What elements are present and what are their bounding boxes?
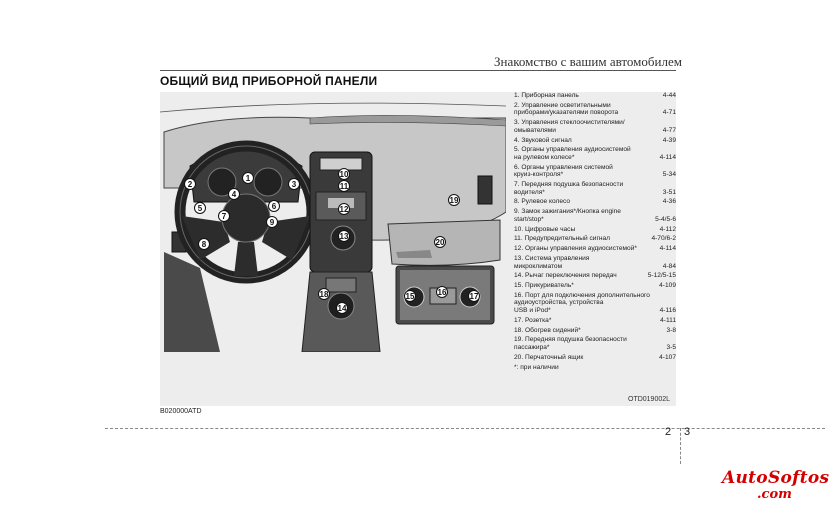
legend-item-page: 4-109 (659, 282, 676, 290)
callout-6 (269, 201, 280, 212)
callout-12 (339, 204, 350, 215)
dashboard-illustration (160, 92, 506, 352)
legend-item-text (514, 92, 663, 100)
legend-item-label: Прикуриватель* (525, 282, 574, 290)
callout-16 (437, 287, 448, 298)
legend-item (514, 208, 676, 223)
svg-text:7: 7 (221, 212, 227, 221)
legend-item-number: 3. (514, 119, 520, 127)
legend-item-number: 10. (514, 225, 524, 233)
legend-item (514, 235, 676, 243)
legend-item-page: 4-39 (662, 136, 676, 144)
legend-item-text (514, 119, 663, 134)
legend-item-label: Рулевое колесо (521, 198, 571, 206)
svg-text:8: 8 (201, 240, 207, 249)
legend-item (514, 282, 676, 290)
legend-item-text (514, 317, 660, 325)
legend-item (514, 226, 676, 234)
legend-item-number: 6. (514, 163, 520, 171)
legend-item (514, 92, 676, 100)
page-number-left: 2 (665, 426, 672, 438)
callout-13 (339, 231, 350, 242)
svg-text:4: 4 (231, 190, 237, 199)
legend-item-text (514, 255, 663, 270)
legend-item-label: Управления стеклоочистителями/ омывателями (514, 119, 625, 134)
legend-item-label: Замок зажигания*/Кнопка engine start/stop* (514, 208, 621, 223)
section-header-title: Знакомство с вашим автомобилем (494, 54, 682, 69)
legend-item-page: 4-114 (659, 245, 676, 253)
legend-item-label: Органы управления аудиосистемой на рулевом колесе* (514, 146, 631, 161)
legend-item-text (514, 181, 663, 196)
legend-item-text (514, 208, 655, 223)
callout-3 (289, 179, 300, 190)
callout-5 (195, 203, 206, 214)
svg-text:2: 2 (187, 180, 193, 189)
svg-text:10: 10 (339, 170, 349, 179)
svg-text:3: 3 (291, 180, 297, 189)
callout-7 (219, 211, 230, 222)
legend-item-page: 4-44 (662, 92, 676, 99)
legend-item-number: 17. (514, 316, 524, 324)
svg-text:6: 6 (271, 202, 277, 211)
legend-item-text (514, 226, 660, 234)
legend-item-number: 5. (514, 146, 520, 154)
legend-item-page: 3-5 (666, 344, 676, 351)
legend-item-number: 4. (514, 136, 520, 144)
legend-item-number: 20. (514, 353, 524, 361)
legend-item-page: 4-111 (660, 316, 676, 324)
legend-item-page: 4-107 (659, 353, 676, 361)
legend-item-text (514, 102, 663, 117)
svg-text:12: 12 (339, 205, 349, 214)
legend-item-page: 5-34 (662, 171, 676, 179)
legend-item (514, 164, 676, 179)
legend-item-label: Порт для подключения дополнительного аудиоустройства, устройства USB и iPod* (514, 291, 650, 315)
svg-text:17: 17 (469, 292, 479, 301)
svg-text:15: 15 (405, 292, 415, 301)
callout-1 (243, 173, 254, 184)
svg-text:1: 1 (245, 174, 251, 183)
legend-item (514, 198, 676, 206)
legend-item-text (514, 354, 659, 362)
legend-item-label: Управление осветительными приборами/указателями поворота (514, 101, 619, 117)
legend-item-text (514, 292, 660, 315)
legend-item-number: 12. (514, 245, 524, 253)
legend-item (514, 255, 676, 270)
legend-item-label: Обогрев сидений* (525, 326, 581, 334)
legend-item-page: 4-36 (662, 198, 676, 206)
callout-9 (267, 217, 278, 228)
legend-item-text (514, 282, 659, 290)
callout-8 (199, 239, 210, 250)
callout-20 (435, 237, 446, 248)
legend-item-text (514, 198, 663, 206)
legend-item-label: Передняя подушка безопасности пассажира* (514, 336, 627, 351)
header-rule (160, 70, 676, 71)
legend-item-page: 4-84 (662, 262, 676, 270)
svg-text:11: 11 (339, 182, 349, 191)
document-code: B020000ATD (160, 408, 202, 415)
legend-item-text (514, 272, 648, 280)
callout-2 (185, 179, 196, 190)
legend-item-number: 13. (514, 254, 524, 262)
watermark-line1: AutoSoftos (722, 468, 830, 488)
legend-item-text (514, 137, 663, 145)
callout-4 (229, 189, 240, 200)
legend-item-label: Органы управления аудиосистемой* (525, 245, 637, 253)
legend-item (514, 137, 676, 145)
legend-item-page: 4-112 (659, 225, 676, 233)
callout-10 (339, 169, 350, 180)
legend-item-label: Органы управления системой круиз-контроля* (514, 163, 613, 179)
svg-text:5: 5 (197, 204, 203, 213)
legend-item-number: 2. (514, 101, 520, 109)
callout-17 (469, 291, 480, 302)
legend-item-number: 11. (514, 235, 523, 243)
svg-text:13: 13 (339, 232, 349, 241)
right-air-vent (478, 176, 492, 204)
watermark-line2: .com (757, 487, 792, 502)
legend-item (514, 119, 676, 134)
legend-item (514, 317, 676, 325)
legend-item-label: Система управления микроклиматом (514, 254, 590, 270)
legend-item-number: 9. (514, 208, 520, 216)
legend-item-number: 8. (514, 198, 520, 206)
legend-item (514, 327, 676, 335)
callout-11 (339, 181, 350, 192)
legend-item-label: Звуковой сигнал (521, 136, 572, 144)
legend-item (514, 102, 676, 117)
page-title: ОБЩИЙ ВИД ПРИБОРНОЙ ПАНЕЛИ (160, 74, 378, 88)
component-legend (514, 92, 676, 371)
legend-item-number: 16. (514, 291, 524, 299)
svg-text:18: 18 (319, 290, 329, 299)
legend-item-label: Цифровые часы (525, 225, 576, 233)
figure-code: OTD019002L (628, 396, 671, 403)
footer-dashed-rule (105, 428, 825, 429)
legend-item-page: 5-4/5-6 (655, 215, 676, 223)
svg-text:19: 19 (449, 196, 459, 205)
callout-14 (337, 303, 348, 314)
legend-item-text (514, 245, 660, 253)
page-separator (680, 428, 681, 464)
svg-text:14: 14 (337, 304, 347, 313)
legend-item-page: 4-71 (662, 109, 676, 117)
legend-item-label: Приборная панель (521, 92, 579, 99)
legend-item (514, 245, 676, 253)
legend-item-text (514, 336, 666, 351)
legend-item-page: 4-114 (659, 153, 676, 161)
legend-item (514, 181, 676, 196)
legend-footnote: *: при наличии (514, 363, 559, 371)
legend-item-label: Предупредительный сигнал (524, 235, 611, 243)
legend-item (514, 146, 676, 161)
legend-item-text (514, 235, 651, 243)
legend-item (514, 336, 676, 351)
legend-item-number: 18. (514, 326, 524, 334)
callout-19 (449, 195, 460, 206)
legend-item (514, 292, 676, 315)
legend-item-page: 3-51 (662, 188, 676, 196)
legend-item-page: 3-8 (666, 326, 676, 334)
legend-item-page: 4-116 (659, 307, 676, 315)
legend-item-page: 5-12/5-15 (647, 272, 676, 280)
svg-text:16: 16 (437, 288, 447, 297)
legend-item (514, 272, 676, 280)
callout-15 (405, 291, 416, 302)
legend-item-number: 19. (514, 336, 524, 344)
legend-item-text (514, 327, 666, 335)
legend-item (514, 354, 676, 362)
legend-item-number: 15. (514, 282, 524, 290)
legend-item-label: Розетка* (525, 316, 552, 324)
svg-text:20: 20 (435, 238, 445, 247)
legend-item-page: 4-77 (662, 126, 676, 134)
legend-item-number: 14. (514, 272, 524, 280)
legend-item-page: 4-70/6-2 (651, 235, 676, 243)
legend-item-number: 7. (514, 181, 520, 189)
page-number-right: 3 (684, 426, 691, 438)
legend-item-label: Перчаточный ящик (525, 353, 584, 361)
callout-18 (319, 289, 330, 300)
legend-item-text (514, 164, 663, 179)
svg-text:9: 9 (269, 218, 275, 227)
legend-item-label: Рычаг переключения передач (525, 272, 617, 280)
legend-item-number: 1. (514, 92, 520, 99)
legend-item-text (514, 146, 660, 161)
legend-item-label: Передняя подушка безопасности водителя* (514, 181, 624, 196)
